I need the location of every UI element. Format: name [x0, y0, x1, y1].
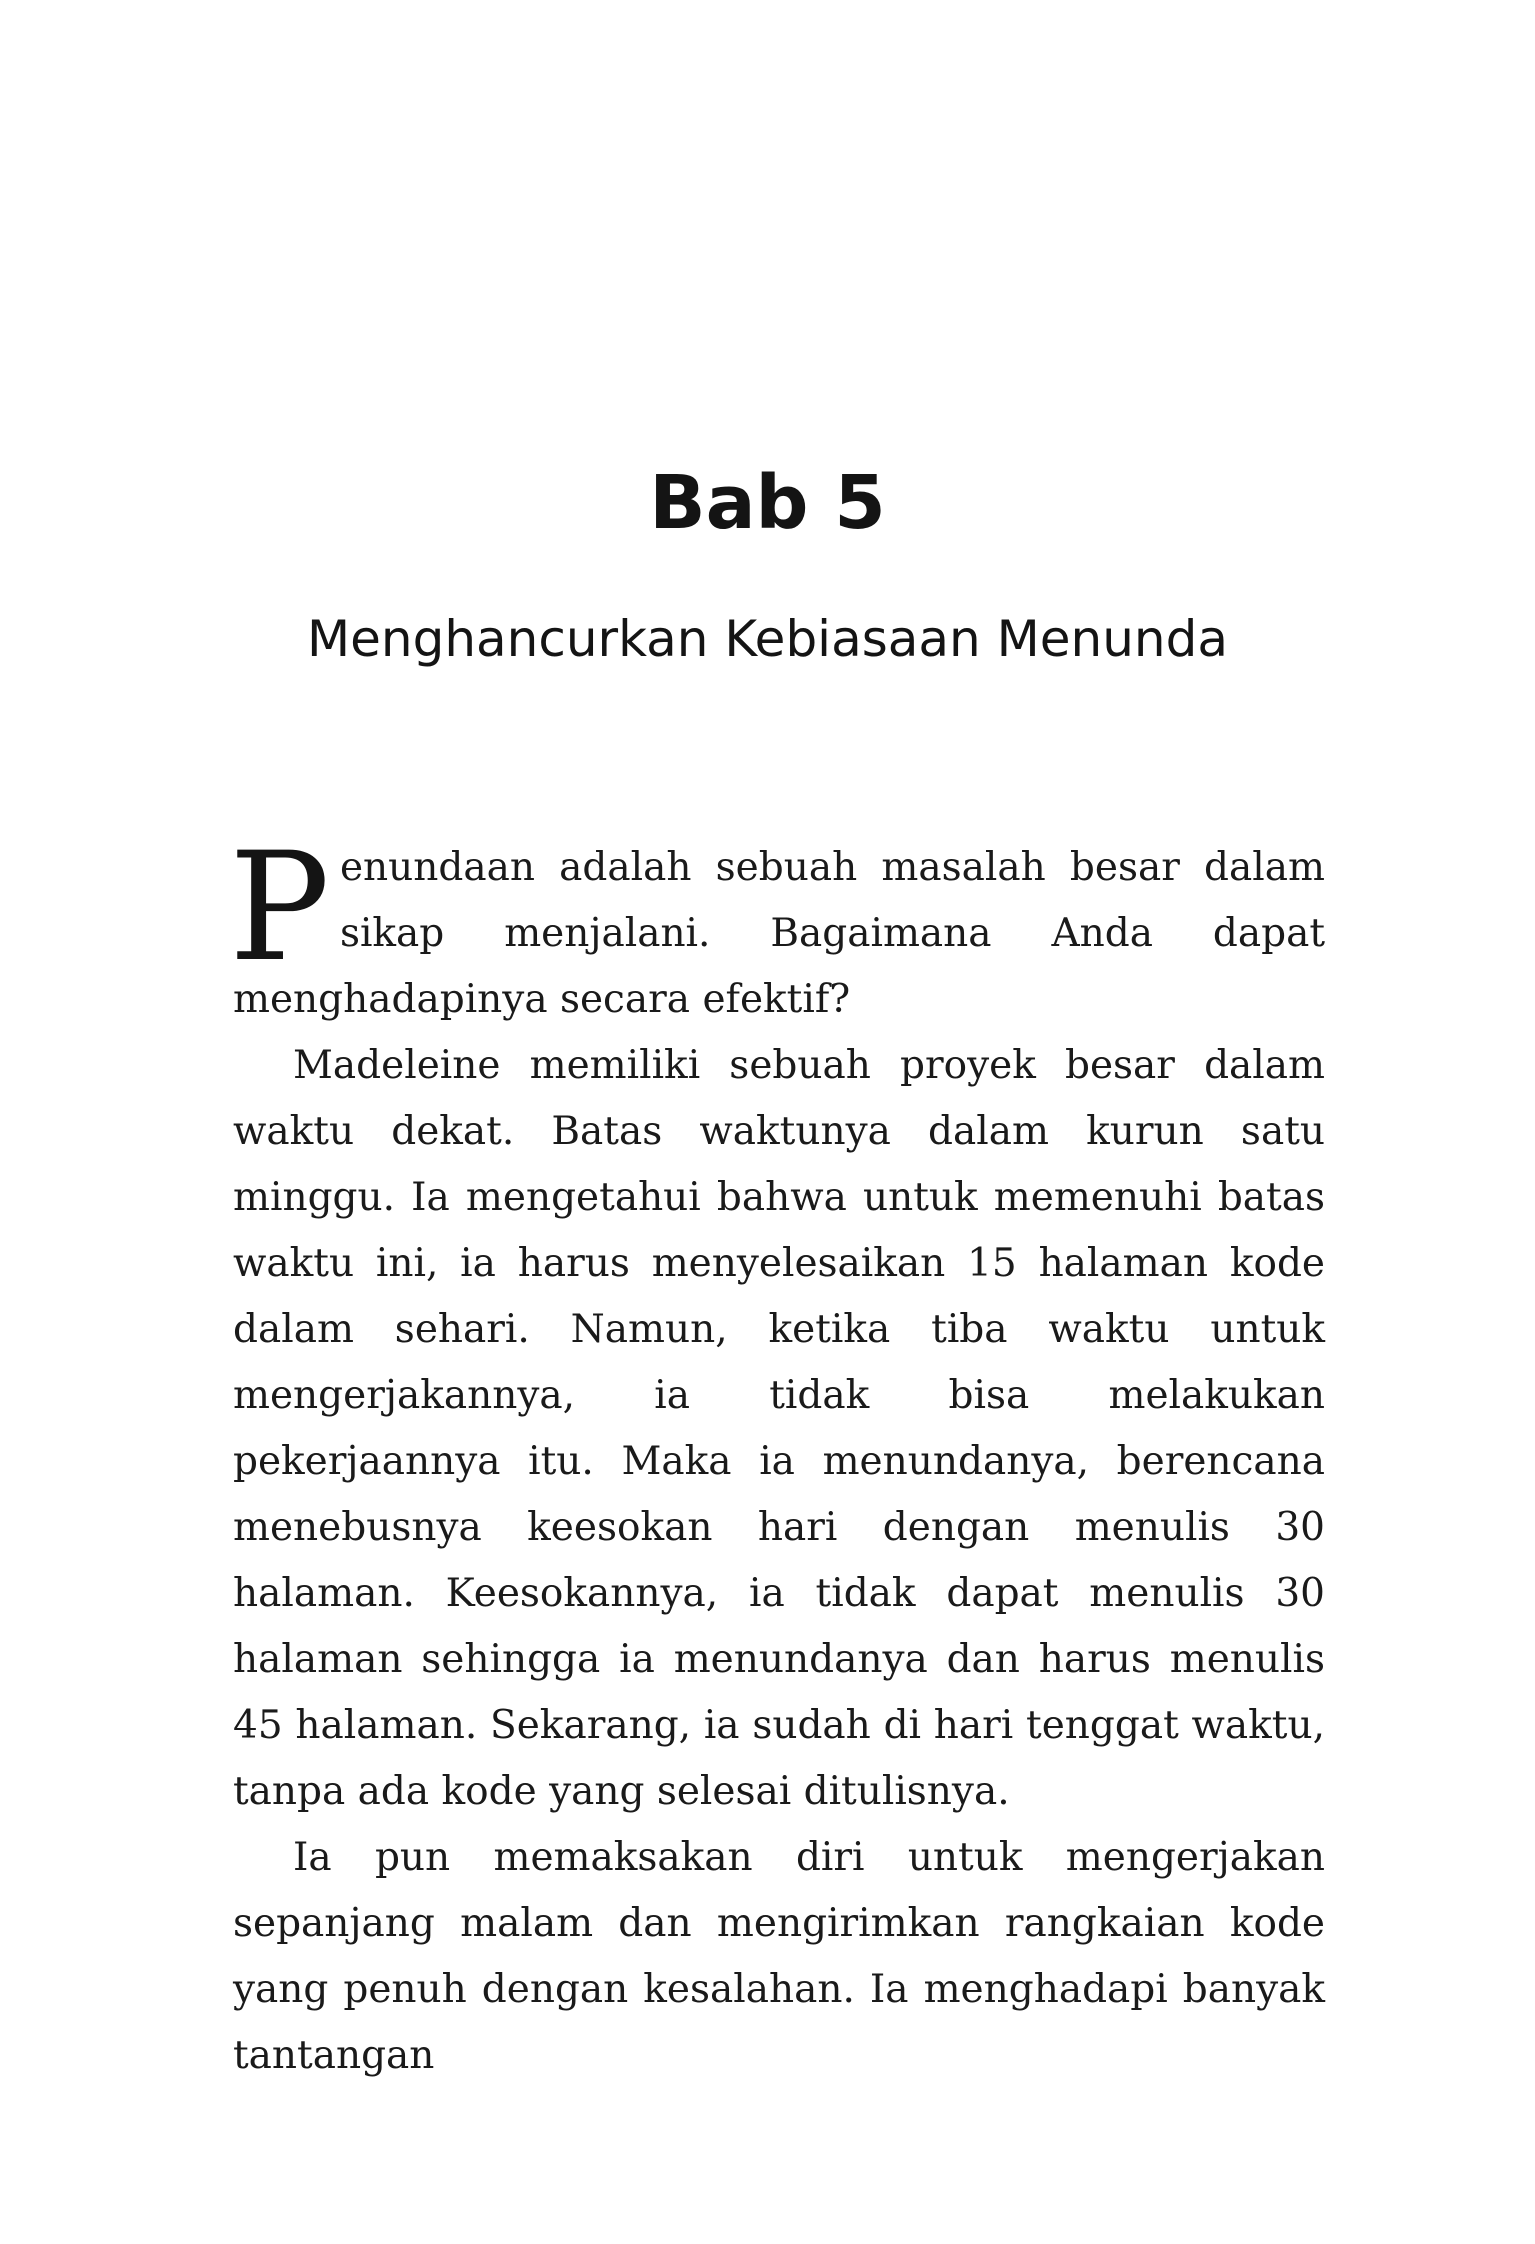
paragraph-1-text: enundaan adalah sebuah masalah besar dalam sikap menjalani. Bagaimana Anda dapat menghadapinya secara efektif? — [233, 845, 1325, 1022]
chapter-body — [229, 821, 1325, 2089]
chapter-title: Menghancurkan Kebiasaan Menunda — [307, 610, 1228, 668]
paragraph-1 — [229, 821, 1325, 1033]
chapter-number: Bab 5 — [649, 460, 886, 546]
paragraph-3: Ia pun memaksakan diri untuk mengerjakan sepanjang malam dan mengirimkan rangkaian kode yang penuh dengan kesalahan. Ia menghadapi banyak tantangan — [233, 1835, 1325, 2078]
drop-cap: P — [229, 821, 330, 995]
paragraph-2: Madeleine memiliki sebuah proyek besar dalam waktu dekat. Batas waktunya dalam kurun satu minggu. Ia mengetahui bahwa untuk memenuhi batas waktu ini, ia harus menyelesaikan 15 halaman kode dalam sehari. Namun, ketika tiba waktu untuk mengerjakannya, ia tidak bisa melakukan pekerjaannya itu. Maka ia menundanya, berencana menebusnya keesokan hari dengan menulis 30 halaman. Keesokannya, ia tidak dapat menulis 30 halaman sehingga ia menundanya dan harus menulis 45 halaman. Sekarang, ia sudah di hari tenggat waktu, tanpa ada kode yang selesai ditulisnya. — [233, 1043, 1325, 1814]
